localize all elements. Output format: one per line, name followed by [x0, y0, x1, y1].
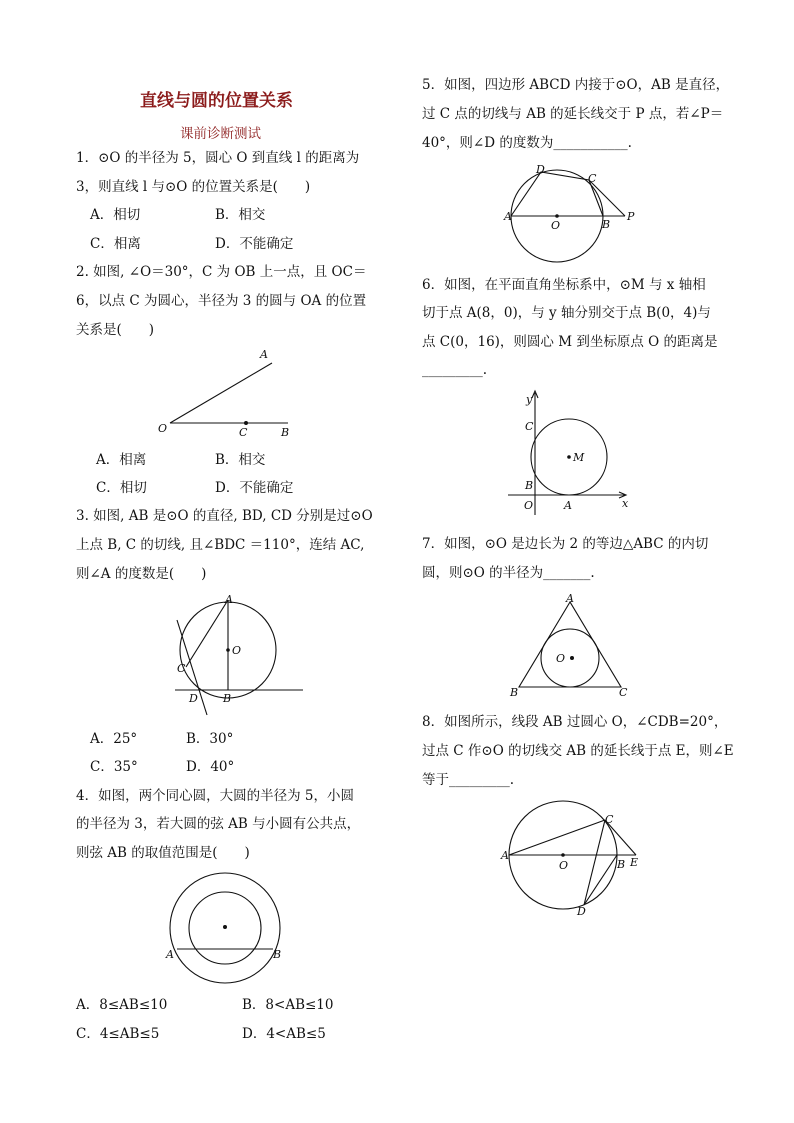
q8-stem-line2: 过点 C 作⊙O 的切线交 AB 的延长线于点 E，则∠E	[422, 743, 734, 759]
q2-stem-line1: 2. 如图, ∠O＝30°，C 为 OB 上一点，且 OC＝	[76, 264, 367, 280]
q6-center-m	[567, 455, 571, 459]
q2-option-d: D．不能确定	[215, 480, 294, 496]
q6-label-b: B	[525, 479, 534, 492]
q8-center-o	[561, 853, 565, 857]
q6-label-m: M	[573, 451, 585, 464]
q4-label-a: A	[166, 948, 174, 961]
q3-label-d: D	[189, 692, 198, 705]
q2-stem-line2: 6，以点 C 为圆心，半径为 3 的圆与 OA 的位置	[76, 293, 367, 309]
q8-label-d: D	[577, 905, 586, 918]
q3-label-c: C	[177, 662, 186, 675]
q5-label-a: A	[504, 210, 512, 223]
q6-stem-line2: 切于点 A(8，0)，与 y 轴分别交于点 B(0，4)与	[422, 305, 711, 321]
q4-label-b: B	[273, 948, 282, 961]
q1-option-c: C．相离	[90, 236, 141, 252]
q6-label-x: x	[622, 497, 629, 510]
q3-label-a: A	[225, 593, 233, 606]
q5-label-o: O	[551, 219, 561, 232]
q5-figure	[500, 160, 650, 270]
q8-label-c: C	[605, 813, 614, 826]
q3-option-c: C．35°	[90, 759, 138, 775]
q5-label-c: C	[588, 172, 597, 185]
q2-label-c: C	[239, 426, 248, 439]
q6-label-y: y	[526, 393, 533, 406]
q7-label-c: C	[619, 686, 628, 699]
q1-option-a: A．相切	[90, 207, 141, 223]
q2-label-o: O	[158, 422, 168, 435]
page-title: 直线与圆的位置关系	[140, 91, 293, 111]
q3-option-b: B．30°	[186, 731, 234, 747]
q2-ray-oa	[170, 363, 272, 423]
q5-stem-line2: 过 C 点的切线与 AB 的延长线交于 P 点，若∠P＝	[422, 106, 724, 122]
q3-stem-line2: 上点 B, C 的切线, 且∠BDC ＝110°，连结 AC,	[76, 537, 365, 553]
q2-point-c	[244, 421, 248, 425]
q3-center-o	[226, 648, 230, 652]
q5-label-b: B	[602, 218, 611, 231]
q5-label-d: D	[536, 163, 545, 176]
q2-label-a: A	[260, 348, 268, 361]
q1-stem-line2: 3，则直线 l 与⊙O 的位置关系是( )	[76, 179, 311, 195]
q2-label-b: B	[281, 426, 290, 439]
q6-label-a: A	[564, 499, 572, 512]
q8-figure	[500, 795, 650, 920]
q7-label-b: B	[510, 686, 519, 699]
page-subtitle: 课前诊断测试	[180, 126, 261, 142]
q4-option-a: A．8≤AB≤10	[76, 997, 168, 1013]
q6-stem-line3: 点 C(0，16)，则圆心 M 到坐标原点 O 的距离是	[422, 334, 718, 350]
q3-chord-ac	[186, 600, 228, 667]
q6-stem-line1: 6．如图，在平面直角坐标系中，⊙M 与 x 轴相	[422, 277, 706, 293]
q4-stem-line1: 4．如图，两个同心圆，大圆的半径为 5，小圆	[76, 788, 354, 804]
q7-triangle-abc	[519, 602, 621, 687]
q2-option-c: C．相切	[96, 480, 147, 496]
q8-chord-ac	[509, 820, 605, 855]
q4-option-b: B．8<AB≤10	[242, 997, 334, 1013]
q3-label-b: B	[223, 692, 232, 705]
q5-label-p: P	[627, 210, 635, 223]
q2-stem-line3: 关系是( )	[76, 322, 155, 338]
q4-figure	[160, 865, 300, 995]
q8-chord-db	[584, 855, 617, 905]
q3-stem-line1: 3. 如图, AB 是⊙O 的直径, BD, CD 分别是过⊙O	[76, 508, 373, 524]
q6-label-o: O	[524, 499, 534, 512]
q6-stem-line4: _________.	[422, 362, 488, 378]
q7-stem-line2: 圆，则⊙O 的半径为_______.	[422, 565, 595, 581]
q3-option-a: A．25°	[90, 731, 138, 747]
q1-stem-line1: 1．⊙O 的半径为 5，圆心 O 到直线 l 的距离为	[76, 150, 360, 166]
q8-label-a: A	[501, 849, 509, 862]
q7-label-o: O	[556, 652, 566, 665]
q8-stem-line3: 等于_________.	[422, 772, 515, 788]
q5-center-o	[555, 214, 559, 218]
q3-stem-line3: 则∠A 的度数是( )	[76, 566, 207, 582]
q7-figure	[505, 590, 635, 700]
q1-option-d: D．不能确定	[215, 236, 294, 252]
q7-center-o	[570, 656, 574, 660]
q4-center	[223, 925, 227, 929]
q4-stem-line3: 则弦 AB 的取值范围是( )	[76, 845, 250, 861]
q4-option-d: D．4<AB≤5	[242, 1026, 326, 1042]
q8-stem-line1: 8．如图所示，线段 AB 过圆心 O，∠CDB=20°，	[422, 714, 728, 730]
q3-figure	[165, 590, 310, 720]
q5-stem-line1: 5．如图，四边形 ABCD 内接于⊙O，AB 是直径，	[422, 77, 730, 93]
q5-tangent-cp	[589, 180, 625, 216]
q7-stem-line1: 7．如图，⊙O 是边长为 2 的等边△ABC 的内切	[422, 536, 709, 552]
q8-label-b: B	[617, 858, 626, 871]
q1-option-b: B．相交	[215, 207, 266, 223]
q3-option-d: D．40°	[186, 759, 235, 775]
q6-figure	[500, 385, 640, 520]
q4-stem-line2: 的半径为 3，若大圆的弦 AB 与小圆有公共点，	[76, 816, 361, 832]
q2-figure	[150, 345, 310, 440]
q4-option-c: C．4≤AB≤5	[76, 1026, 160, 1042]
q2-option-b: B．相交	[215, 452, 266, 468]
q8-label-o: O	[559, 859, 569, 872]
q7-label-a: A	[566, 592, 574, 605]
q8-label-e: E	[630, 856, 639, 869]
q6-label-c: C	[525, 420, 534, 433]
q5-stem-line3: 40°，则∠D 的度数为___________.	[422, 135, 632, 151]
q3-label-o: O	[232, 644, 242, 657]
q2-option-a: A．相离	[96, 452, 147, 468]
